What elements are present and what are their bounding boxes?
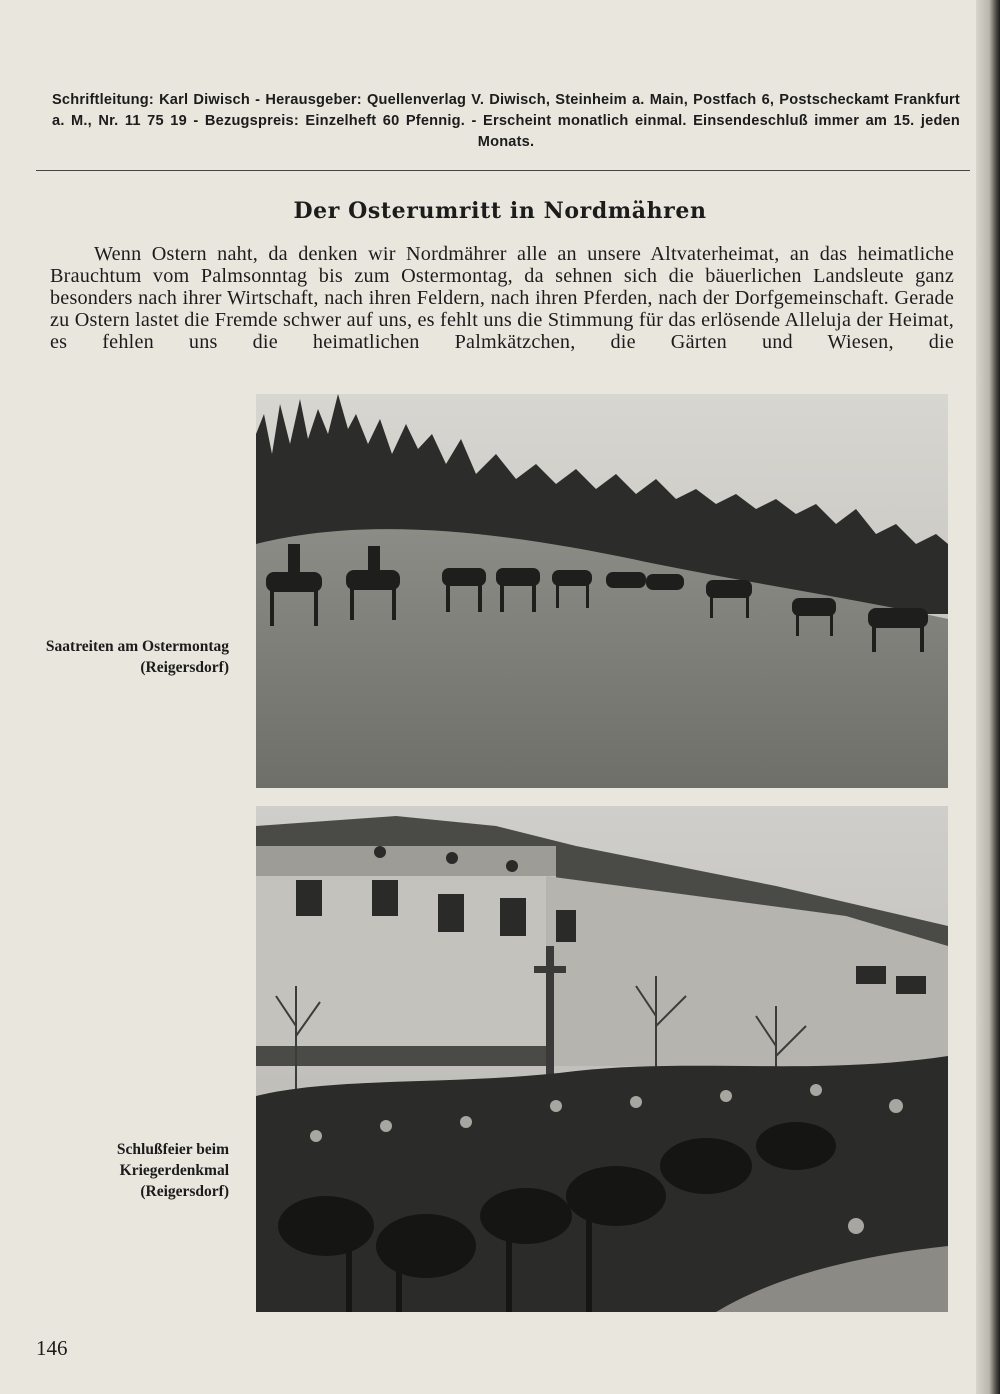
photo-riders-hillside	[256, 394, 948, 788]
masthead: Schriftleitung: Karl Diwisch - Herausgeber: Quellenverlag V. Diwisch, Steinheim a. Main, Postfach 6, Postscheckamt Frankfurt a. M., Nr. 11 75 19 - Bezugspreis: Einzelheft 60 Pfennig. - Erscheint monatlich einmal. Einsendeschluß immer am 15. jeden Monats.	[52, 92, 960, 150]
page-number: 146	[36, 1336, 68, 1360]
photo-memorial-ceremony	[256, 806, 948, 1312]
article-body: Wenn Ostern naht, da denken wir Nordmährer alle an unsere Altvaterheimat, an das heimatliche Brauchtum vom Palmsonntag bis zum Ostermontag, da sehnen sich die bäuerlichen Landsleute ganz besonders nach ihrer Wirtschaft, nach ihren Feldern, nach ihren Pferden, nach der Dorfgemeinschaft. Gerade zu Ostern lastet die Fremde schwer auf uns, es fehlt uns die Stimmung für das erlösende Alleluja der Heimat, es fehlen uns die heimatlichen Palmkätzchen, die Gärten und Wiesen, die	[50, 243, 954, 353]
article-title: Der Osterumritt in Nordmähren	[293, 198, 707, 224]
photo-caption-1: Saatreiten am Ostermontag (Reigersdorf)	[45, 638, 229, 676]
divider	[36, 170, 970, 171]
photo-caption-2: Schlußfeier beim Kriegerdenkmal (Reigersdorf)	[116, 1141, 229, 1200]
